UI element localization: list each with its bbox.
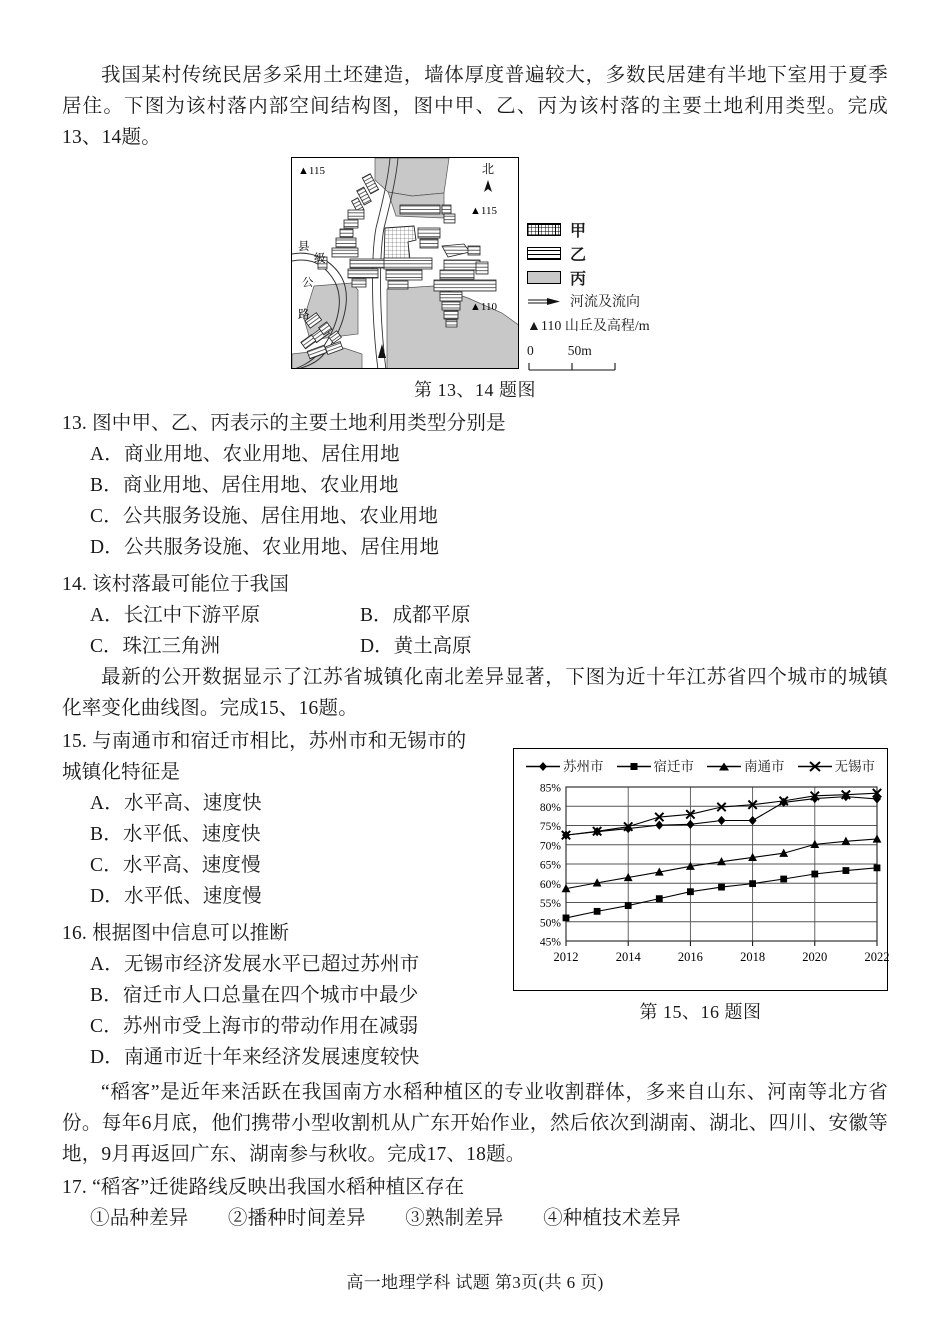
series-3 [562,789,881,839]
question-16-option-a[interactable]: A．无锡市经济发展水平已超过苏州市 [90,954,420,975]
peak-label-1: ▲115 [298,165,325,177]
scale-end: 50m [567,343,592,358]
y-tick-65%: 65% [539,859,561,872]
x-tick-2020: 2020 [802,950,828,964]
question-15 [62,726,482,788]
triangle-marker-icon [707,760,741,771]
urbanization-chart [513,748,888,991]
question-15-option-d[interactable]: D．水平低、速度慢 [90,886,262,907]
legend-label-nantong: 南通市 [744,759,785,774]
question-13-option-a[interactable]: A．商业用地、农业用地、居住用地 [90,444,400,465]
peak-label-2: ▲115 [470,205,497,217]
river-arrow-icon [527,295,561,308]
x-tick-2022: 2022 [864,950,889,964]
svg-text:公: 公 [302,277,314,289]
question-14-option-b[interactable]: B．成都平原 [360,605,471,626]
passage-2: 最新的公开数据显示了江苏省城镇化南北差异显著，下图为近十年江苏省四个城市的城镇化率变化曲线图。完成15、16题。 [62,667,888,719]
legend-label-bing: 丙 [570,270,587,288]
gray-fill-icon [527,271,561,284]
legend-suqian [617,755,695,775]
legend-item-bing [527,265,659,289]
question-13-stem: 图中甲、乙、丙表示的主要土地利用类型分别是 [92,413,506,434]
question-14-option-c[interactable]: C．珠江三角洲 [90,636,221,657]
svg-text:北: 北 [482,162,495,176]
question-13-option-b[interactable]: B．商业用地、居住用地、农业用地 [90,475,399,496]
peak-label-3: ▲110 [470,301,497,313]
question-17-items: ①品种差异 ②播种时间差异 ③熟制差异 ④种植技术差异 [90,1208,682,1229]
question-15-number: 15. [62,731,87,752]
legend-wuxi [798,755,876,775]
question-17-stem: “稻客”迁徙路线反映出我国水稻种植区存在 [92,1177,465,1198]
question-16-number: 16. [62,923,87,944]
question-14-option-d[interactable]: D．黄土高原 [360,636,472,657]
question-17-number: 17. [62,1177,87,1198]
question-17 [62,1172,888,1203]
question-13 [62,408,888,439]
question-13-number: 13. [62,413,87,434]
question-16-option-b[interactable]: B．宿迁市人口总量在四个城市中最少 [90,985,419,1006]
question-16 [62,918,482,949]
y-tick-85%: 85% [539,782,561,795]
questions-15-16-column [62,726,482,1073]
y-tick-75%: 75% [539,821,561,833]
svg-text:县: 县 [298,241,310,253]
chart-plot-area [514,775,889,980]
cross-marker-icon [798,760,832,771]
question-14-option-row-1 [62,600,888,631]
svg-text:级: 级 [314,253,326,265]
legend-label-yi: 乙 [570,246,587,264]
x-tick-2016: 2016 [677,950,703,964]
legend-item-jia [527,217,659,241]
figure-15-16-caption: 第 15、16 题图 [639,1002,762,1022]
square-marker-icon [617,760,651,771]
map-scale [527,343,659,375]
village-map [291,157,519,369]
question-15-stem: 与南通市和宿迁市相比，苏州市和无锡市的城镇化特征是 [62,731,467,783]
question-14-option-row-2 [62,631,888,662]
question-15-option-b[interactable]: B．水平低、速度快 [90,824,261,845]
legend-label-suzhou: 苏州市 [563,759,604,774]
grid-pattern-icon [527,223,561,236]
scale-start: 0 [527,343,534,358]
map-legend [527,217,659,375]
passage-3: “稻客”是近年来活跃在我国南方水稻种植区的专业收割群体，多来自山东、河南等北方省份。每年6月底，他们携带小型收割机从广东开始作业，然后依次到湖南、湖北、四川、安徽等地，9月再返回广东、湖南参与秋收。完成17、18题。 [62,1082,888,1165]
question-16-option-c[interactable]: C．苏州市受上海市的带动作用在减弱 [90,1016,419,1037]
question-14-number: 14. [62,574,87,595]
figure-13-14-caption: 第 13、14 题图 [414,380,536,400]
chart-legend [514,749,887,775]
legend-item-yi [527,241,659,265]
y-tick-50%: 50% [539,917,561,930]
figure-15-16 [513,748,888,1024]
question-15-option-c[interactable]: C．水平高、速度慢 [90,855,261,876]
triangle-elevation-icon-label: ▲110 山丘及高程/m [527,319,650,334]
question-16-option-d[interactable]: D．南通市近十年来经济发展速度较快 [90,1047,420,1068]
x-tick-2018: 2018 [740,950,766,964]
x-tick-2012: 2012 [553,950,579,964]
y-tick-80%: 80% [539,801,561,814]
question-13-option-c[interactable]: C．公共服务设施、居住用地、农业用地 [90,506,439,527]
question-14-stem: 该村落最可能位于我国 [92,574,290,595]
legend-item-river [527,289,659,313]
horizontal-lines-pattern-icon [527,247,561,260]
legend-item-elevation [527,313,659,337]
question-14 [62,569,888,600]
svg-text:路: 路 [298,309,310,321]
series-1 [563,864,881,921]
question-14-option-a[interactable]: A．长江中下游平原 [90,605,261,626]
legend-label-river: 河流及流向 [570,295,640,310]
diamond-marker-icon [526,760,560,771]
page-footer: 高一地理学科 试题 第3页(共 6 页) [346,1273,604,1292]
figure-13-14 [62,157,888,402]
series-0 [562,792,881,840]
scale-ruler [527,362,619,371]
y-tick-70%: 70% [539,840,561,853]
question-15-option-a[interactable]: A．水平高、速度快 [90,793,262,814]
legend-label-wuxi: 无锡市 [834,759,875,774]
legend-label-jia: 甲 [570,222,587,240]
passage-1: 我国某村传统民居多采用土坯建造，墙体厚度普遍较大，多数民居建有半地下室用于夏季居住。下图为该村落内部空间结构图，图中甲、乙、丙为该村落的主要土地利用类型。完成13、14题。 [62,65,888,148]
y-tick-45%: 45% [539,936,561,949]
y-tick-60%: 60% [539,878,561,891]
x-tick-2014: 2014 [615,950,641,964]
question-13-option-d[interactable]: D．公共服务设施、农业用地、居住用地 [90,537,440,558]
legend-nantong [707,755,785,775]
village-map-svg [292,158,519,369]
legend-suzhou [526,755,604,775]
question-16-stem: 根据图中信息可以推断 [92,923,290,944]
legend-label-suqian: 宿迁市 [653,759,694,774]
y-tick-55%: 55% [539,898,561,910]
